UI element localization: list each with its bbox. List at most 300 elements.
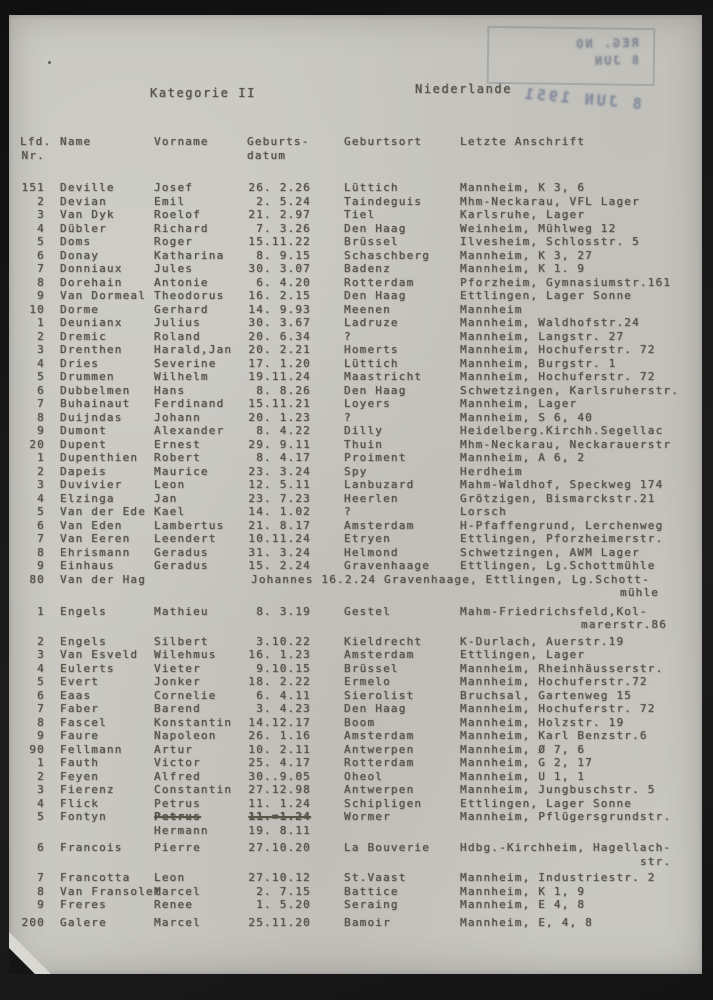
cell-date: 31. 3.24 [248,545,311,559]
cell-nr: 5 [37,505,45,518]
cell-address: Ettlingen, Lager Sonne [460,289,633,302]
cell-nr: 4 [37,796,45,810]
table-row [20,783,696,797]
table-row [20,370,696,384]
cell-place: Lüttich [344,181,399,194]
cell-place: Amsterdam [344,518,415,532]
cell-nr: 9 [37,729,45,742]
table-row [20,871,696,885]
cell-address: Ettlingen, Lager Sonne [460,796,633,810]
cell-name: Dapeis [60,464,107,478]
cell-nr: 3 [37,478,45,491]
cell-name: Buhainaut [60,397,131,410]
cell-place: Homerts [344,343,399,356]
cell-vorname: Marcel [154,915,201,929]
cell-vorname: Jules [154,262,194,275]
country-title: Niederlande [415,82,513,96]
cell-vorname: Petrus [154,810,201,823]
cell-name: Donniaux [60,262,123,275]
cell-vorname: Emil [154,194,186,208]
cell-nr: 80 [29,572,45,586]
cell-address: Lorsch [460,505,507,518]
cell-address: Mannheim, A 6, 2 [460,451,586,464]
cell-place: Den Haag [344,289,407,302]
cell-address: Mannheim, Hochuferstr. 72 [460,370,656,383]
cell-name: Francois [60,841,123,854]
cell-name: Flick [60,796,100,810]
table-row [20,586,696,600]
cell-name: Van der Ede [60,505,147,518]
cell-nr: 1 [37,451,45,464]
table-row [20,618,696,632]
cell-address [460,824,696,838]
registration-stamp [487,26,656,86]
header-geburtsort: Geburtsort [344,135,423,148]
cell-address: Hdbg.-Kirchheim, Hagellach- [460,841,672,854]
cell-name: Van Dormeal [60,289,147,302]
cell-date: 11.=1.24 [248,810,311,823]
cell-address: Mannheim, Holzstr. 19 [460,715,625,729]
cell-date: 30. 3.67 [248,316,311,329]
cell-address: Mahm-Friedrichsfeld,Kol- [460,604,648,618]
cell-nr: 10 [29,302,45,316]
cell-vorname: Kael [154,505,186,518]
cell-place: Antwerpen [344,742,415,756]
cell-address: Herdheim [460,464,523,478]
cell-vorname: Hermann [154,823,209,837]
cell-nr: 8 [37,715,45,729]
cell-date: 25.11.20 [248,915,311,929]
cell-nr: 7 [37,262,45,275]
cell-date: 2. 5.24 [256,194,311,208]
cell-place: Badenz [344,262,391,275]
table-row [20,702,696,716]
cell-nr: 8 [37,410,45,424]
cell-name [60,824,154,838]
header-lfd: Lfd. [20,135,52,148]
cell-date: 15. 2.24 [248,559,311,572]
cell-vorname: Ernest [154,437,201,451]
table-row [20,648,696,662]
table-row [20,262,696,276]
cell-date: 7. 3.26 [256,221,311,235]
cell-place: Bamoir [344,915,391,929]
table-row [20,898,696,912]
cell-name: Faber [60,702,100,715]
table-row [20,478,696,492]
cell-name: Devian [60,194,107,208]
cell-place: Meenen [344,302,391,316]
table-row [20,235,696,249]
cell-name: Fierenz [60,783,115,796]
table-row [20,505,696,519]
cell-nr: 9 [37,289,45,302]
table-row [20,824,696,838]
cell-place: Dilly [344,424,384,437]
cell-address: Mannheim, K 3, 27 [460,248,593,262]
header-spacer [20,162,696,181]
table-row [20,208,696,222]
cell-place: Heerlen [344,491,399,505]
cell-place: Boom [344,715,376,729]
cell-name: Duvivier [60,478,123,491]
cell-address: Bruchsal, Gartenweg 15 [460,688,633,702]
cell-nr: 4 [37,491,45,505]
table-row [20,343,696,357]
cell-place: Den Haag [344,383,407,397]
table-row [20,181,696,195]
cell-name: Dries [60,356,100,370]
cell-place: Helmond [344,545,399,559]
cell-address: Mahm-Waldhof, Speckweg 174 [460,478,664,491]
cell-name: Faure [60,729,100,742]
cell-date: 20. 2.21 [248,343,311,356]
cell-name: Dorehain [60,275,123,289]
cell-vorname: Severine [154,356,217,370]
cell-place: Gravenhaage [344,559,431,572]
table-row [20,316,696,330]
cell-nr: 200 [21,915,45,929]
cell-vorname: Napoleon [154,729,217,742]
cell-address: Mannheim, K 1, 9 [460,884,586,898]
table-row [20,841,696,855]
cell-address: Mannheim, Hochuferstr. 72 [460,702,656,715]
cell-place: Thuin [344,437,384,451]
cell-address: Mhm-Neckarau, VFL Lager [460,194,640,208]
cell-vorname: Roger [154,235,194,248]
cell-vorname: Leendert [154,532,217,545]
cell-name: Dubbelmen [60,383,131,397]
cell-date: 16. 2.15 [248,289,311,302]
cell-date: 3.10.22 [256,634,311,648]
cell-place: Spy [344,464,368,478]
cell-address: Mannheim, U 1, 1 [460,769,586,783]
cell-name: Van Dyk [60,208,115,221]
cell-date: 19. 8.11 [248,823,311,837]
cell-address: Mannheim, Rheinhäusserstr. [460,661,664,675]
header-vorname: Vorname [154,135,209,148]
table-row [20,492,696,506]
cell-place: Schipligen [344,796,423,810]
cell-place: Rotterdam [344,756,415,769]
cell-nr: 1 [37,316,45,329]
cell-place: Den Haag [344,702,407,715]
cell-address: H-Pfaffengrund, Lerchenweg [460,518,664,532]
cell-name: Fascel [60,715,107,729]
cell-address: Mannheim, Karl Benzstr.6 [460,729,648,742]
cell-address: Mannheim, Industriestr. 2 [460,871,656,884]
cell-nr: 6 [37,688,45,702]
cell-address: Mannheim, Hochuferstr.72 [460,675,648,688]
cell-vorname: Leon [154,871,186,884]
cell-name: Fontyn [60,810,107,823]
cell-address: K-Durlach, Auerstr.19 [460,634,625,648]
cell-nr: 2 [37,634,45,648]
cell-name: Engels [60,634,107,648]
cell-address: Mannheim, Pflügersgrundstr. [460,810,672,823]
cell-nr: 5 [37,235,45,248]
table-row [20,357,696,371]
cell-date: 16. 1.23 [248,648,311,661]
table-row [20,289,696,303]
cell-address: Schwetzingen, Karlsruherstr. [460,383,680,397]
cell-place: Battice [344,884,399,898]
cell-address: Mannheim, Burgstr. 1 [460,356,617,370]
cell-nr: 5 [37,810,45,823]
cell-place: Loyers [344,397,391,410]
person-table [20,135,696,929]
cell-date: 12. 5.11 [248,478,311,491]
cell-date: 21. 2.97 [248,208,311,221]
table-row [20,451,696,465]
cell-name: Dumont [60,424,107,437]
cell-place: Ladruze [344,316,399,329]
cell-place: Gestel [344,604,391,618]
cell-nr: 9 [37,898,45,911]
cell-name: Dupent [60,437,107,451]
cell-name: Drummen [60,370,115,383]
stamp-text: REG. NO [574,35,640,52]
table-header-row-2 [20,149,696,163]
cell-nr: 3 [37,648,45,661]
cell-date: 30..9.05 [248,769,311,783]
cell-address: Mannheim, Waldhofstr.24 [460,316,640,329]
cell-name: Van der Hag [60,572,147,586]
cell-vorname: Artur [154,742,194,756]
cell-nr: 6 [37,248,45,262]
cell-vorname: Roland [154,329,201,343]
cell-nr: 151 [21,181,45,194]
cell-vorname: Ferdinand [154,397,225,410]
cell-address: Mannheim, K 3, 6 [460,181,586,194]
header-anschrift: Letzte Anschrift [460,135,586,148]
cell-vorname: Gerhard [154,302,209,316]
cell-address: Mannheim, Langstr. 27 [460,329,625,343]
cell-address: Mannheim, Jungbuschstr. 5 [460,783,656,796]
date-stamp: 8 JUN 1951 [521,84,643,114]
header-geburtsdatum: Geburts- [247,135,310,148]
cell-place: Tiel [344,208,376,221]
cell-date: 6. 4.20 [256,275,311,289]
table-row [20,855,696,869]
cell-nr: 3 [37,343,45,356]
cell-date: 27.10.12 [248,871,311,884]
stamp-text: 8 JUN [592,53,640,69]
cell-address: Mannheim, K 1. 9 [460,262,586,275]
cell-address: Mannheim, Lager [460,397,578,410]
table-row [20,303,696,317]
cell-place: Sierolist [344,688,415,702]
cell-place: Den Haag [344,221,407,235]
cell-vorname: Pierre [154,841,201,854]
table-row [20,438,696,452]
cell-vorname: Josef [154,181,194,194]
table-row [20,605,696,619]
cell-place: Ermelo [344,675,391,688]
cell-address: Mannheim, E, 4, 8 [460,915,593,929]
table-row [20,770,696,784]
table-row [20,635,696,649]
cell-name: Dorme [60,302,100,316]
table-row [20,916,696,930]
table-row [20,797,696,811]
cell-name: Eaas [60,688,92,702]
cell-place: Seraing [344,898,399,911]
cell-date: 23. 3.24 [248,464,311,478]
table-row [20,195,696,209]
cell-name: Evert [60,675,100,688]
cell-nr: 2 [37,194,45,208]
cell-name: Fellmann [60,742,123,756]
cell-date: 14. 9.93 [248,302,311,316]
cell-vorname: Richard [154,221,209,235]
table-row [20,743,696,757]
cell-address: Mannheim, Hochuferstr. 72 [460,343,656,356]
cell-nr: 1 [37,756,45,769]
cell-vorname: Jan [154,491,178,505]
cell-nr: 3 [37,783,45,796]
cell-nr: 1 [37,604,45,618]
cell-nr: 20 [29,437,45,451]
table-row [20,519,696,533]
cell-nr: 4 [37,356,45,370]
cell-place: Taindeguis [344,194,423,208]
table-row [20,675,696,689]
cell-date: 27.10.20 [248,841,311,854]
cell-vorname: Vieter [154,661,201,675]
table-row [20,397,696,411]
cell-address: Schwetzingen, AWM Lager [460,545,640,559]
table-row [20,276,696,290]
table-row [20,559,696,573]
cell-vorname: Barend [154,702,201,715]
table-row [20,885,696,899]
cell-place: Brüssel [344,661,399,675]
document-page [9,15,702,974]
cell-date: 9.10.15 [256,661,311,675]
cell-date: 29. 9.11 [248,437,311,451]
cell-date: 15.11.21 [248,397,311,410]
cell-date: 26. 2.26 [248,181,311,194]
cell-address-continuation: marerstr.86 [581,618,668,631]
cell-date: 21. 8.17 [248,518,311,532]
cell-name: Van Eeren [60,532,131,545]
cell-date: 27.12.98 [248,783,311,796]
cell-date: 2. 7.15 [256,884,311,898]
cell-address: Mannheim, Ø 7, 6 [460,742,586,756]
cell-address: Mannheim, G 2, 17 [460,756,593,769]
table-row [20,411,696,425]
cell-address: Ilvesheim, Schlosstr. 5 [460,235,640,248]
cell-place: St.Vaast [344,871,407,884]
cell-vorname: Renee [154,898,194,911]
cell-nr: 2 [37,464,45,478]
cell-vorname: Wilhelm [154,370,209,383]
cell-place: Antwerpen [344,783,415,796]
cell-vorname: Konstantin [154,715,233,729]
cell-nr [20,824,45,838]
cell-name: Duijndas [60,410,123,424]
cell-vorname: Harald,Jan [154,343,233,356]
cell-name: Doms [60,235,92,248]
cell-place: Maastricht [344,370,423,383]
cell-vorname: Theodorus [154,289,225,302]
cell-nr: 6 [37,383,45,397]
cell-vorname: Wilehmus [154,648,217,661]
table-row [20,465,696,479]
cell-vorname: Katharina [154,248,225,262]
cell-name: Deville [60,181,115,194]
cell-name: Drenthen [60,343,123,356]
cell-vorname: Antonie [154,275,209,289]
cell-place: Brüssel [344,235,399,248]
table-row [20,222,696,236]
cell-date: 11. 1.24 [248,796,311,810]
table-row [20,729,696,743]
cell-vorname: Lambertus [154,518,225,532]
cell-vorname: Geradus [154,545,209,559]
cell-place: ? [344,329,352,343]
cell-place: ? [344,505,352,518]
cell-vorname: Roelof [154,208,201,221]
cell-name: Feyen [60,769,100,783]
cell-date: 8. 3.19 [256,604,311,618]
table-row [20,810,696,824]
cell-nr: 7 [37,702,45,715]
cell-vorname: Jonker [154,675,201,688]
cell-address: Pforzheim, Gymnasiumstr.161 [460,275,672,289]
cell-nr: 5 [37,675,45,688]
cell-place: Wormer [344,810,391,823]
cell-place: Oheol [344,769,384,783]
cell-date: 15.11.22 [248,235,311,248]
cell-date: 10.11.24 [248,532,311,545]
cell-name: Donay [60,248,100,262]
cell-vorname: Constantin [154,783,233,796]
table-row [20,249,696,263]
ink-dot [48,61,51,64]
cell-date: 20. 1.23 [248,410,311,424]
cell-address: Weinheim, Mühlweg 12 [460,221,617,235]
cell-vorname: Julius [154,316,201,329]
cell-address: Grötzigen, Bismarckstr.21 [460,491,656,505]
table-row [20,573,696,587]
cell-address: Ettlingen, Pforzheimerstr. [460,532,664,545]
category-title: Kategorie II [150,86,256,100]
cell-name: Ehrismann [60,545,131,559]
cell-name: Dupenthien [60,451,139,464]
cell-address: Mannheim, E 4, 8 [460,898,586,911]
cell-name: Elzinga [60,491,115,505]
cell-place: Proiment [344,451,407,464]
table-row [20,424,696,438]
table-row [20,546,696,560]
cell-name: Dremic [60,329,107,343]
header-name: Name [60,135,92,148]
cell-address: Ettlingen, Lg.Schottmühle [460,559,656,572]
cell-place: Rotterdam [344,275,415,289]
cell-date: 8. 4.22 [256,424,311,437]
cell-vorname: Leon [154,478,186,491]
cell-address: Mhm-Neckarau, Neckarauerstr [460,437,672,451]
cell-address: Karlsruhe, Lager [460,208,586,221]
table-row [20,689,696,703]
cell-name: Fauth [60,756,100,769]
cell-vorname: Robert [154,451,201,464]
cell-place: Amsterdam [344,648,415,661]
cell-place: Lanbuzard [344,478,415,491]
cell-date: 17. 1.20 [248,356,311,370]
